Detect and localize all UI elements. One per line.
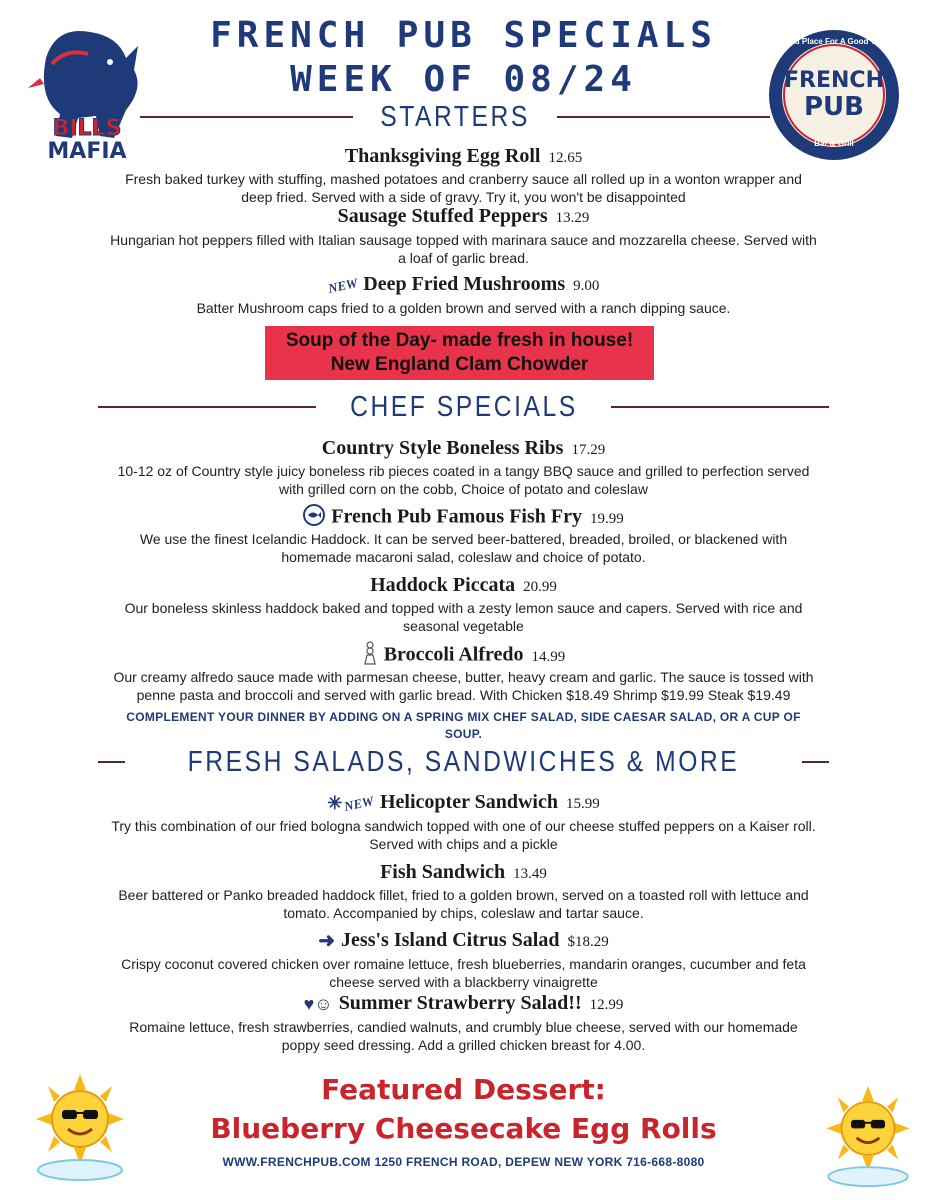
starters-header — [140, 100, 770, 134]
heart-smile-icon: ♥☺ — [303, 994, 333, 1015]
price: 13.29 — [555, 210, 590, 226]
menu-item-title: ➜ Jess's Island Citrus Salad $18.29 — [318, 929, 609, 953]
soup-line2: New England Clam Chowder — [330, 354, 589, 375]
price: 9.00 — [573, 278, 600, 294]
price: 15.99 — [565, 796, 600, 812]
french-pub-logo — [766, 27, 902, 163]
logo-ring-text: Good Place For A Good Time — [778, 37, 890, 46]
chef-icon — [362, 641, 378, 671]
menu-item-title: Haddock Piccata 20.99 — [370, 574, 557, 596]
menu-item-desc: Romaine lettuce, fresh strawberries, candied walnuts, and crumbly blue cheese, served with our homemade poppy seed dressing. Add a grilled chicken breast for 4.00. — [129, 1019, 798, 1053]
salads-header — [98, 745, 829, 779]
menu-item-title: Fish Sandwich 13.49 — [380, 861, 547, 883]
complement-note: COMPLEMENT YOUR DINNER BY ADDING ON A SPRING MIX CHEF SALAD, SIDE CAESAR SALAD, OR A CUP OF SOUP. — [126, 710, 801, 741]
price: 20.99 — [523, 579, 557, 595]
logo-sub-text: Bar & Grill — [814, 139, 854, 148]
new-badge: NEW — [326, 275, 359, 296]
menu-item-title: Broccoli Alfredo 14.99 — [0, 641, 927, 671]
divider — [140, 116, 353, 118]
menu-item-desc: 10-12 oz of Country style juicy boneless rib pieces coated in a tangy BBQ sauce and grilled to perfection served with grilled corn on the cobb, Choice of potato and coleslaw — [117, 463, 810, 497]
logo-mafia-text: MAFIA — [47, 139, 127, 164]
price: 13.49 — [513, 866, 547, 882]
menu-item-title: Thanksgiving Egg Roll 12.65 — [344, 145, 583, 167]
chef-specials-header — [98, 390, 829, 424]
menu-item-title: Sausage Stuffed Peppers 13.29 — [337, 205, 590, 227]
new-badge: NEW — [343, 793, 376, 814]
dessert-name: Blueberry Cheesecake Egg Rolls — [210, 1112, 717, 1145]
salads-label: FRESH SALADS, SANDWICHES & MORE — [187, 746, 740, 778]
soup-of-the-day-banner — [265, 326, 654, 380]
price: 14.99 — [531, 648, 566, 665]
logo-bills-text: BILLS — [52, 116, 122, 141]
soup-line1: Soup of the Day- made fresh in house! — [285, 330, 634, 351]
menu-item-desc: We use the finest Icelandic Haddock. It can be served beer-battered, breaded, broiled, or blackened with homemade macaroni salad, coleslaw and choice of potato. — [139, 531, 788, 565]
starters-label: STARTERS — [380, 101, 530, 133]
logo-french-text: FRENCH — [784, 68, 884, 93]
menu-item-title: ♥☺ Summer Strawberry Salad!! 12.99 — [303, 992, 624, 1015]
menu-item-desc: Batter Mushroom caps fried to a golden brown and served with a ranch dipping sauce. — [196, 300, 731, 316]
menu-item-title: French Pub Famous Fish Fry 19.99 — [0, 504, 927, 532]
menu-item-desc: Our creamy alfredo sauce made with parmesan cheese, butter, heavy cream and garlic. The sauce is tossed with penne pasta and broccoli and served with garlic bread. With Chicken $18.49 Shrimp $19.99 Steak $19.49 — [113, 669, 814, 703]
page-title-line2: WEEK OF 08/24 — [290, 59, 637, 100]
menu-item-desc: Beer battered or Panko breaded haddock fillet, fried to a golden brown, served on a toasted roll with lettuce and tomato. Accompanied by chips, coleslaw and tartar sauce. — [118, 887, 809, 921]
price: $18.29 — [567, 934, 609, 950]
price: 12.65 — [548, 150, 583, 166]
menu-item-desc: Fresh baked turkey with stuffing, mashed potatoes and cranberry sauce all rolled up in a wonton wrapper and deep fried. Served with a side of gravy. Try it, you won't be disappointed — [125, 171, 802, 205]
divider — [98, 761, 125, 763]
divider — [611, 406, 829, 408]
divider — [557, 116, 770, 118]
dessert-heading: Featured Dessert: — [321, 1073, 606, 1106]
divider — [98, 406, 316, 408]
footer-contact: WWW.FRENCHPUB.COM 1250 FRENCH ROAD, DEPEW NEW YORK 716-668-8080 — [222, 1155, 705, 1169]
price: 17.29 — [571, 442, 606, 458]
menu-item-desc: Our boneless skinless haddock baked and topped with a zesty lemon sauce and capers. Served with rice and seasonal vegetable — [124, 600, 803, 634]
menu-item-desc: Crispy coconut covered chicken over romaine lettuce, fresh blueberries, mandarin oranges, cucumber and feta cheese served with a blackberry vinaigrette — [121, 956, 806, 990]
menu-item-title: Country Style Boneless Ribs 17.29 — [321, 437, 606, 459]
divider — [802, 761, 829, 763]
chef-specials-label: CHEF SPECIALS — [349, 391, 578, 423]
sparkle-icon: ✳ — [327, 793, 343, 814]
fish-icon — [303, 504, 325, 532]
price: 19.99 — [590, 510, 624, 527]
menu-item-desc: Hungarian hot peppers filled with Italian sausage topped with marinara sauce and mozzarella cheese. Served with a loaf of garlic bread. — [110, 232, 817, 266]
arrow-right-icon: ➜ — [318, 930, 336, 953]
menu-item-desc: Try this combination of our fried bologna sandwich topped with one of our cheese stuffed peppers on a Kaiser roll. Served with chips and a pickle — [111, 818, 816, 852]
page-title-line1: FRENCH PUB SPECIALS — [210, 15, 717, 56]
logo-pub-text: PUB — [804, 92, 864, 122]
price: 12.99 — [589, 997, 624, 1013]
menu-item-title: NEW Deep Fried Mushrooms 9.00 — [0, 272, 927, 298]
menu-item-title: ✳NEW Helicopter Sandwich 15.99 — [0, 790, 927, 816]
